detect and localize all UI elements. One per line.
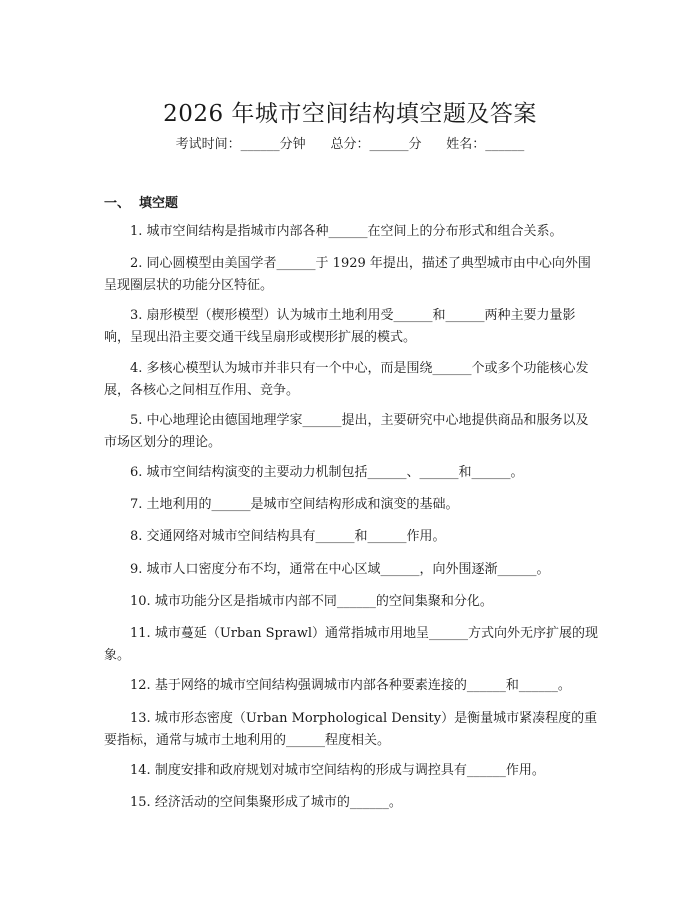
- question-number: 3.: [130, 308, 143, 323]
- question-number: 8.: [130, 529, 143, 544]
- question-number: 2.: [130, 256, 143, 271]
- question-number: 10.: [130, 594, 151, 609]
- question-7: [104, 494, 601, 516]
- question-text: 城市空间结构演变的主要动力机制包括______、______和______。: [146, 465, 524, 480]
- question-12: [104, 675, 601, 697]
- question-15: [104, 792, 601, 814]
- question-1: [104, 221, 601, 243]
- question-number: 9.: [130, 562, 143, 577]
- question-number: 15.: [130, 795, 151, 810]
- section-heading: 一、 填空题: [104, 196, 179, 211]
- question-number: 6.: [130, 465, 143, 480]
- question-4: [104, 358, 601, 402]
- question-11: [104, 623, 601, 667]
- question-5: [104, 410, 601, 454]
- question-text: 基于网络的城市空间结构强调城市内部各种要素连接的______和______。: [154, 678, 571, 693]
- question-text: 城市空间结构是指城市内部各种______在空间上的分布形式和组合关系。: [146, 224, 563, 239]
- question-number: 7.: [130, 497, 143, 512]
- question-13: [104, 708, 601, 752]
- question-number: 11.: [130, 626, 151, 641]
- question-number: 1.: [130, 224, 143, 239]
- question-text: 城市人口密度分布不均，通常在中心区域______，向外围逐渐______。: [146, 562, 550, 577]
- question-text: 城市形态密度（Urban Morphological Density）是衡量城市紧凑程度的重要指标，通常与城市土地利用的______程度相关。: [104, 711, 598, 748]
- question-text: 多核心模型认为城市并非只有一个中心，而是围绕______个或多个功能核心发展，各核心之间相互作用、竞争。: [104, 361, 589, 398]
- student-name-field: 姓名：______: [446, 137, 525, 152]
- question-6: [104, 462, 601, 484]
- question-number: 12.: [130, 678, 151, 693]
- question-text: 土地利用的______是城市空间结构形成和演变的基础。: [146, 497, 459, 512]
- question-text: 扇形模型（楔形模型）认为城市土地利用受______和______两种主要力量影响，呈现出沿主要交通干线呈扇形或楔形扩展的模式。: [104, 308, 576, 345]
- question-10: [104, 591, 601, 613]
- question-3: [104, 305, 601, 349]
- question-9: [104, 559, 601, 581]
- question-text: 城市蔓延（Urban Sprawl）通常指城市用地呈______方式向外无序扩展的现象。: [104, 626, 599, 663]
- question-text: 城市功能分区是指城市内部不同______的空间集聚和分化。: [154, 594, 493, 609]
- question-number: 13.: [130, 711, 151, 726]
- exam-time-field: 考试时间：______分钟: [175, 137, 306, 152]
- question-8: [104, 526, 601, 548]
- page-title: 2026 年城市空间结构填空题及答案: [163, 101, 537, 128]
- question-text: 经济活动的空间集聚形成了城市的______。: [154, 795, 402, 810]
- question-number: 4.: [130, 361, 143, 376]
- question-text: 同心圆模型由美国学者______于 1929 年提出，描述了典型城市由中心向外围呈现圈层状的功能分区特征。: [104, 256, 591, 293]
- total-score-field: 总分：______分: [330, 137, 422, 152]
- question-14: [104, 760, 601, 782]
- question-text: 制度安排和政府规划对城市空间结构的形成与调控具有______作用。: [154, 763, 545, 778]
- question-text: 中心地理论由德国地理学家______提出，主要研究中心地提供商品和服务以及市场区划分的理论。: [104, 413, 589, 450]
- question-number: 5.: [130, 413, 143, 428]
- question-text: 交通网络对城市空间结构具有______和______作用。: [146, 529, 446, 544]
- exam-meta-line: [0, 133, 700, 152]
- question-number: 14.: [130, 763, 151, 778]
- question-2: [104, 253, 601, 297]
